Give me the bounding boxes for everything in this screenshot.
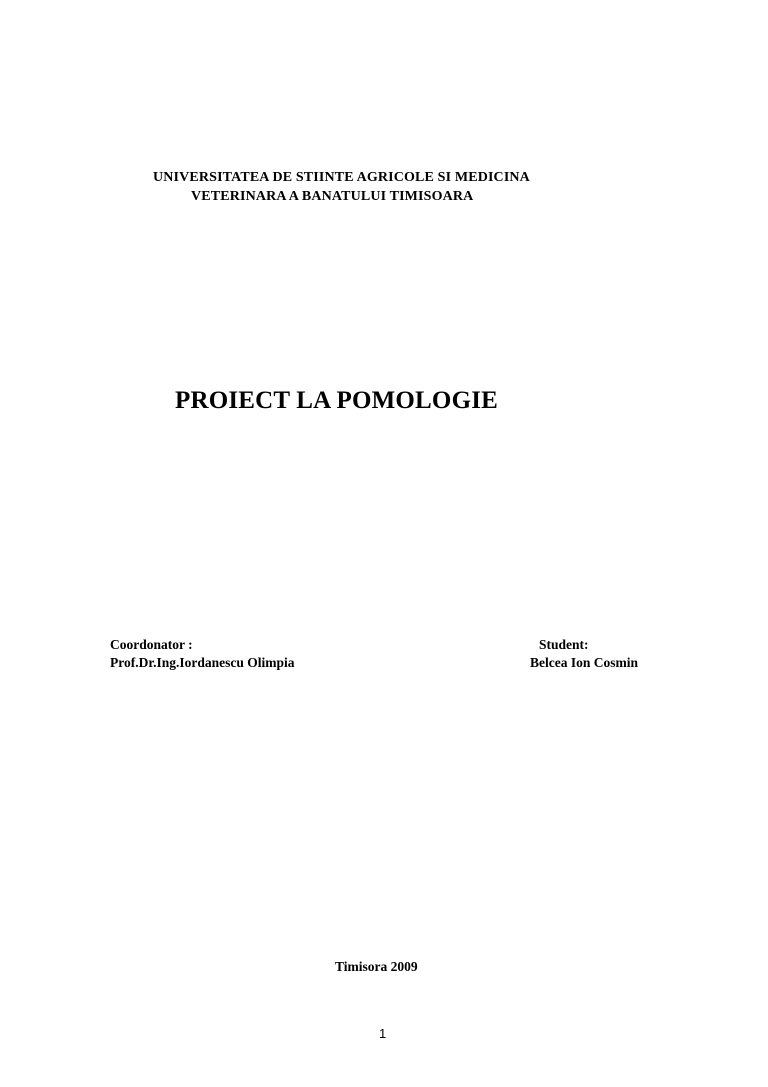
student-name: Belcea Ion Cosmin — [530, 655, 638, 670]
project-title: PROIECT LA POMOLOGIE — [175, 387, 499, 414]
page-number: 1 — [379, 1026, 387, 1041]
coordinator-name: Prof.Dr.Ing.Iordanescu Olimpia — [110, 655, 295, 670]
place-and-year: Timisora 2009 — [335, 959, 418, 974]
university-name-line-1: UNIVERSITATEA DE STIINTE AGRICOLE SI MEDICINA — [153, 170, 530, 185]
student-label: Student: — [539, 637, 589, 652]
university-name-line-2: VETERINARA A BANATULUI TIMISOARA — [191, 189, 474, 204]
coordinator-label: Coordonator : — [110, 637, 193, 652]
